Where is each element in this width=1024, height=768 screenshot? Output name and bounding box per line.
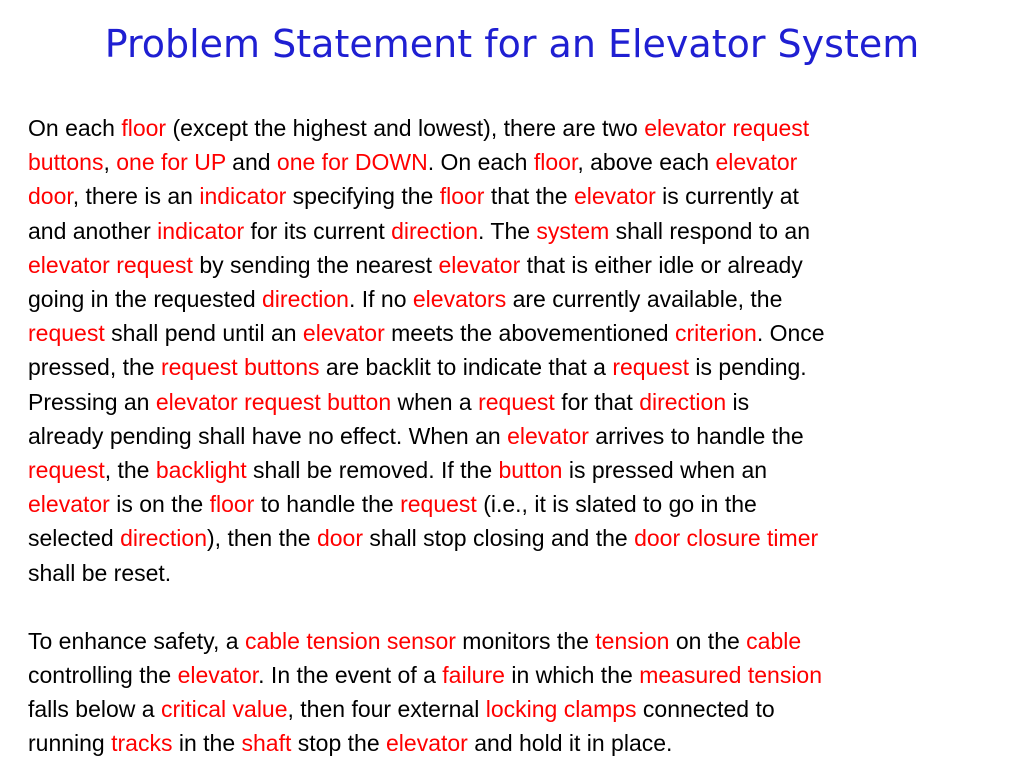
body-text: when a	[391, 388, 479, 415]
highlighted-term: request	[478, 388, 555, 415]
highlighted-term: elevator	[177, 662, 259, 689]
body-text: for its current	[244, 217, 392, 244]
body-text: controlling the	[28, 662, 178, 689]
body-text: . On each	[427, 149, 534, 176]
body-text: is currently at	[655, 183, 799, 210]
body-text: ), then the	[207, 525, 317, 552]
highlighted-term: critical value	[160, 696, 288, 723]
text-line	[28, 628, 801, 654]
highlighted-term: direction	[120, 525, 207, 552]
body-text: (except the highest and lowest), there are two	[166, 115, 645, 141]
highlighted-term: elevators	[412, 286, 507, 313]
body-text: stop the	[291, 730, 387, 757]
body-text: running	[28, 730, 112, 757]
text-line	[28, 218, 810, 244]
body-text: going in the requested	[28, 286, 263, 313]
body-text: To enhance safety, a	[28, 627, 245, 654]
body-text: . If no	[348, 286, 413, 313]
body-text: in which the	[504, 662, 640, 689]
body-text: that is either idle or already	[520, 251, 803, 278]
body-text: that the	[484, 183, 574, 210]
text-line	[28, 286, 782, 312]
text-line	[28, 252, 803, 278]
body-text: monitors the	[455, 627, 596, 654]
body-text: in the	[172, 730, 242, 757]
highlighted-term: one for DOWN	[276, 149, 428, 176]
highlighted-term: tension	[595, 627, 670, 654]
slide-title: Problem Statement for an Elevator System	[104, 22, 920, 66]
highlighted-term: door	[316, 525, 364, 552]
highlighted-term: direction	[262, 286, 349, 313]
body-text: shall be reset.	[28, 559, 172, 586]
highlighted-term: elevator	[438, 251, 521, 278]
highlighted-term: cable	[746, 627, 802, 654]
highlighted-term: request buttons	[160, 354, 320, 381]
body-text: , above each	[577, 149, 716, 176]
highlighted-term: buttons	[28, 149, 104, 176]
highlighted-term: backlight	[155, 457, 247, 484]
body-text: , the	[104, 457, 156, 484]
text-line	[28, 354, 807, 380]
text-line	[28, 320, 825, 346]
highlighted-term: cable tension sensor	[244, 627, 456, 654]
body-text: specifying the	[286, 183, 440, 210]
highlighted-term: door	[28, 183, 73, 210]
body-text: (i.e., it is slated to go in the	[476, 491, 757, 518]
highlighted-term: failure	[442, 662, 505, 689]
text-line	[28, 389, 749, 415]
text-line	[28, 560, 171, 586]
body-text: is pending.	[689, 354, 807, 381]
highlighted-term: door closure timer	[634, 525, 819, 552]
body-text: shall respond to an	[609, 217, 811, 244]
highlighted-term: shaft	[241, 730, 292, 757]
highlighted-term: elevator	[573, 183, 656, 210]
body-text: meets the abovementioned	[384, 320, 675, 347]
highlighted-term: button	[498, 457, 563, 484]
slide-body	[28, 111, 1018, 761]
body-text: by sending the nearest	[192, 251, 439, 278]
body-text: selected	[28, 525, 121, 552]
highlighted-term: system	[536, 217, 610, 244]
highlighted-term: indicator	[199, 183, 287, 210]
body-text: is on the	[109, 491, 210, 518]
highlighted-term: request	[28, 320, 105, 347]
highlighted-term: elevator	[386, 730, 468, 757]
body-text: shall pend until an	[104, 320, 303, 347]
highlighted-term: tracks	[111, 730, 173, 757]
body-text: On each	[28, 115, 122, 141]
body-text: and another	[28, 217, 158, 244]
text-line	[28, 491, 757, 517]
body-text: connected to	[636, 696, 775, 723]
body-text: shall be removed. If the	[246, 457, 499, 484]
highlighted-term: request	[28, 457, 105, 484]
text-line	[28, 525, 818, 551]
highlighted-term: elevator	[302, 320, 385, 347]
body-text: is	[726, 388, 750, 415]
text-line	[28, 696, 775, 722]
highlighted-term: locking clamps	[485, 696, 637, 723]
body-text: to handle the	[254, 491, 401, 518]
body-text: on the	[669, 627, 747, 654]
body-text: arrives to handle the	[588, 422, 804, 449]
body-text: falls below a	[28, 696, 161, 723]
highlighted-term: floor	[209, 491, 255, 518]
paragraph	[28, 111, 1018, 590]
paragraph	[28, 624, 1018, 761]
text-line	[28, 149, 797, 175]
body-text: . In the event of a	[258, 662, 443, 689]
body-text: pressed, the	[28, 354, 161, 381]
body-text: and hold it in place.	[467, 730, 673, 757]
text-line	[28, 183, 799, 209]
highlighted-term: direction	[639, 388, 727, 415]
text-line	[28, 423, 804, 449]
highlighted-term: elevator	[715, 149, 798, 176]
body-text: and	[225, 149, 277, 176]
highlighted-term: one for UP	[116, 149, 226, 176]
highlighted-term: elevator	[507, 422, 589, 449]
highlighted-term: elevator request button	[155, 388, 392, 415]
highlighted-term: elevator request	[644, 115, 810, 141]
highlighted-term: floor	[121, 115, 167, 141]
body-text: Pressing an	[28, 388, 156, 415]
highlighted-term: criterion	[675, 320, 757, 347]
body-text: for that	[554, 388, 640, 415]
text-line	[28, 115, 809, 141]
highlighted-term: direction	[391, 217, 479, 244]
text-line	[28, 662, 822, 688]
highlighted-term: indicator	[157, 217, 245, 244]
highlighted-term: elevator request	[28, 251, 193, 278]
body-text: are backlit to indicate that a	[319, 354, 613, 381]
body-text: . The	[478, 217, 537, 244]
text-line	[28, 730, 672, 756]
body-text: . Once	[756, 320, 825, 347]
body-text: shall stop closing and the	[363, 525, 635, 552]
highlighted-term: request	[612, 354, 690, 381]
body-text: already pending shall have no effect. When an	[28, 422, 508, 449]
body-text: ,	[103, 149, 117, 176]
body-text: , then four external	[287, 696, 486, 723]
highlighted-term: floor	[439, 183, 485, 210]
body-text: is pressed when an	[562, 457, 768, 484]
body-text: are currently available, the	[506, 286, 783, 313]
highlighted-term: measured tension	[639, 662, 823, 689]
body-text: , there is an	[72, 183, 200, 210]
highlighted-term: floor	[533, 149, 578, 176]
highlighted-term: elevator	[28, 491, 110, 518]
text-line	[28, 457, 767, 483]
highlighted-term: request	[400, 491, 477, 518]
